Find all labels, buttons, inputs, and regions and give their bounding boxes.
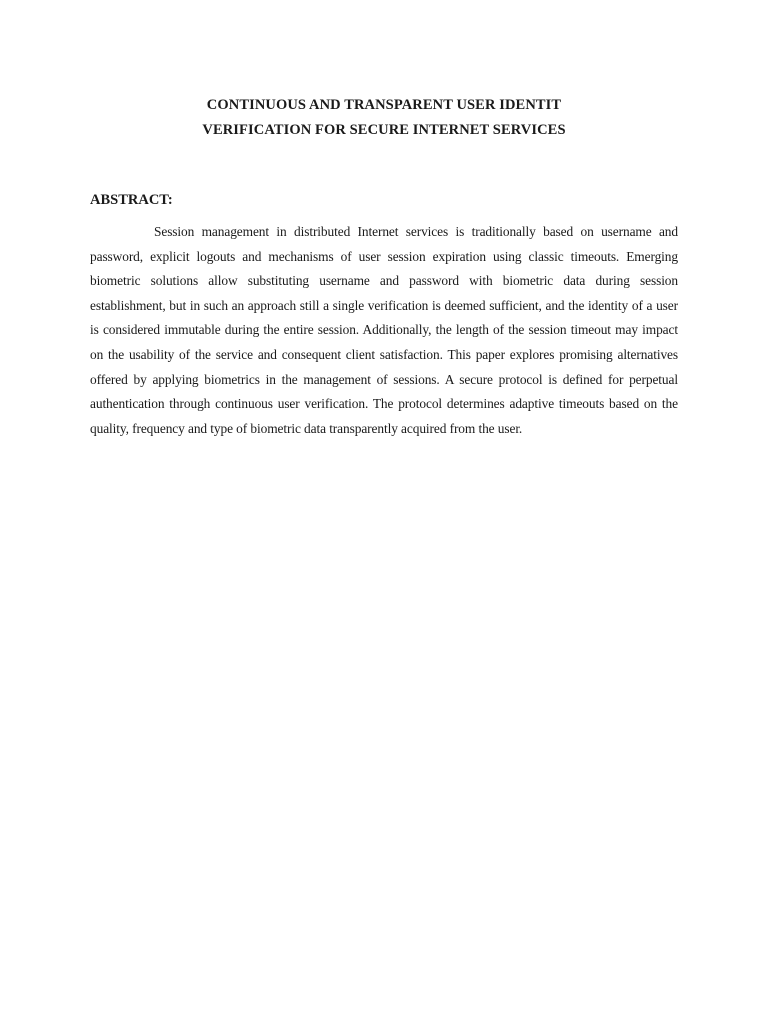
paper-title [90, 93, 678, 143]
paper-title-line-2: VERIFICATION FOR SECURE INTERNET SERVICES [202, 122, 566, 138]
paper-title-line-1: CONTINUOUS AND TRANSPARENT USER IDENTIT [206, 97, 562, 113]
abstract-heading: ABSTRACT: [90, 192, 173, 208]
abstract-body: Session management in distributed Internet services is traditionally based on username and password, explicit logouts and mechanisms of user session expiration using classic timeouts. Emerging biometric solutions allow substituting username and password with biometric data during session establishment, but in such an approach still a single verification is deemed sufficient, and the identity of a user is considered immutable during the entire session. Additionally, the length of the session timeout may impact on the usability of the service and consequent client satisfaction. This paper explores promising alternatives offered by applying biometrics in the management of sessions. A secure protocol is defined for perpetual authentication through continuous user verification. The protocol determines adaptive timeouts based on the quality, frequency and type of biometric data transparently acquired from the user. [90, 224, 678, 436]
